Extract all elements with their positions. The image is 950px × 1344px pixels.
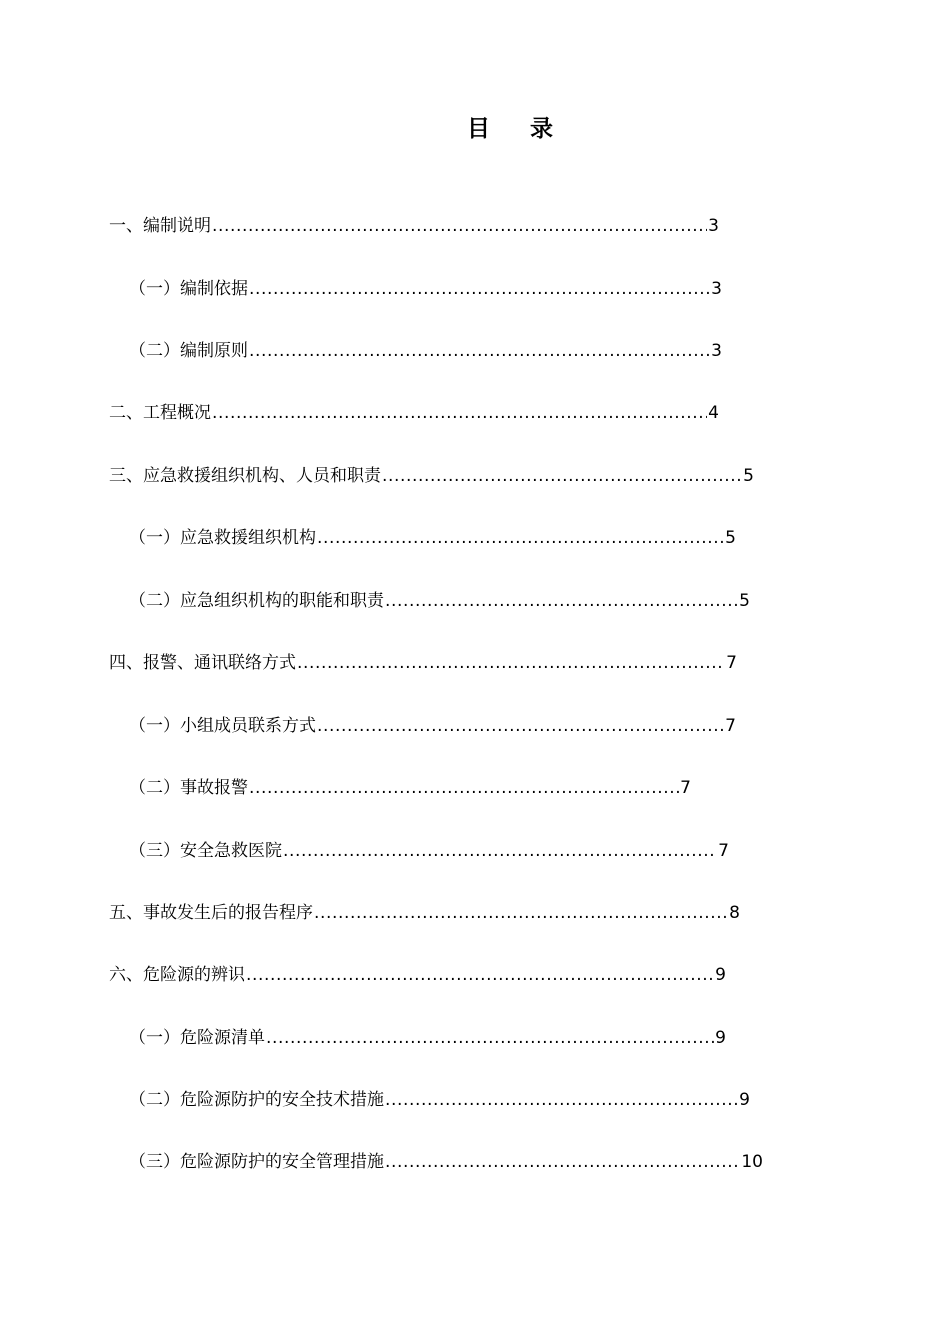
dot-leader xyxy=(212,400,707,426)
toc-entry-label: 五、事故发生后的报告程序 xyxy=(109,903,313,923)
toc-entry[interactable] xyxy=(129,1025,726,1051)
toc-entry-page: 9 xyxy=(715,1028,726,1048)
toc-entry[interactable] xyxy=(109,650,737,676)
toc-entry-page: 9 xyxy=(715,965,726,985)
toc-entry[interactable] xyxy=(129,775,691,801)
toc-entry-page: 3 xyxy=(708,216,719,236)
dot-leader xyxy=(317,525,724,551)
dot-leader xyxy=(317,713,724,739)
dot-leader xyxy=(283,838,717,864)
toc-entry-label: 六、危险源的辨识 xyxy=(109,965,245,985)
dot-leader xyxy=(266,1025,714,1051)
dot-leader xyxy=(249,338,710,364)
toc-entry-page: 8 xyxy=(729,903,740,923)
toc-entry[interactable] xyxy=(129,338,722,364)
toc-entry-page: 4 xyxy=(708,403,719,423)
toc-entry[interactable] xyxy=(109,962,726,988)
dot-leader xyxy=(385,1087,738,1113)
toc-entry-label: （二）危险源防护的安全技术措施 xyxy=(129,1090,384,1110)
dot-leader xyxy=(385,1149,740,1175)
toc-entry-page: 7 xyxy=(725,716,736,736)
toc-entry[interactable] xyxy=(109,900,740,926)
toc-entry-label: （二）编制原则 xyxy=(129,341,248,361)
toc-entry-label: （二）事故报警 xyxy=(129,778,248,798)
dot-leader xyxy=(385,588,738,614)
toc-entry-page: 5 xyxy=(743,466,754,486)
toc-entry-page: 7 xyxy=(726,653,737,673)
toc-entry-label: （一）危险源清单 xyxy=(129,1028,265,1048)
toc-entry[interactable] xyxy=(129,588,750,614)
toc-entry[interactable] xyxy=(129,713,736,739)
dot-leader xyxy=(246,962,714,988)
dot-leader xyxy=(297,650,725,676)
toc-entry-label: （三）危险源防护的安全管理措施 xyxy=(129,1152,384,1172)
toc-entry[interactable] xyxy=(109,463,754,489)
toc-entry-label: 四、报警、通讯联络方式 xyxy=(109,653,296,673)
toc-entry-label: （一）小组成员联系方式 xyxy=(129,716,316,736)
toc-entry-page: 7 xyxy=(680,778,691,798)
toc-entry-page: 5 xyxy=(739,591,750,611)
toc-entry-label: 三、应急救援组织机构、人员和职责 xyxy=(109,466,381,486)
toc-entry[interactable] xyxy=(129,525,736,551)
toc-entry[interactable] xyxy=(129,1087,750,1113)
dot-leader xyxy=(314,900,728,926)
toc-entry-label: 二、工程概况 xyxy=(109,403,211,423)
toc-entry-label: 一、编制说明 xyxy=(109,216,211,236)
toc-entry-page: 3 xyxy=(711,279,722,299)
toc-entry-page: 7 xyxy=(718,841,729,861)
dot-leader xyxy=(212,213,707,239)
dot-leader xyxy=(382,463,742,489)
toc-entry[interactable] xyxy=(129,838,729,864)
toc-title: 目 录 xyxy=(466,116,554,142)
toc-entry[interactable] xyxy=(129,1149,763,1175)
toc-entry[interactable] xyxy=(109,213,719,239)
dot-leader xyxy=(249,276,710,302)
toc-entry[interactable] xyxy=(129,276,722,302)
dot-leader xyxy=(249,775,679,801)
toc-entry-label: （一）应急救援组织机构 xyxy=(129,528,316,548)
toc-entry-label: （二）应急组织机构的职能和职责 xyxy=(129,591,384,611)
toc-entry-page: 5 xyxy=(725,528,736,548)
toc-entry-label: （三）安全急救医院 xyxy=(129,841,282,861)
toc-entry-label: （一）编制依据 xyxy=(129,279,248,299)
toc-entry-page: 9 xyxy=(739,1090,750,1110)
toc-entry[interactable] xyxy=(109,400,719,426)
toc-entry-page: 3 xyxy=(711,341,722,361)
toc-entry-page: 10 xyxy=(741,1152,763,1172)
